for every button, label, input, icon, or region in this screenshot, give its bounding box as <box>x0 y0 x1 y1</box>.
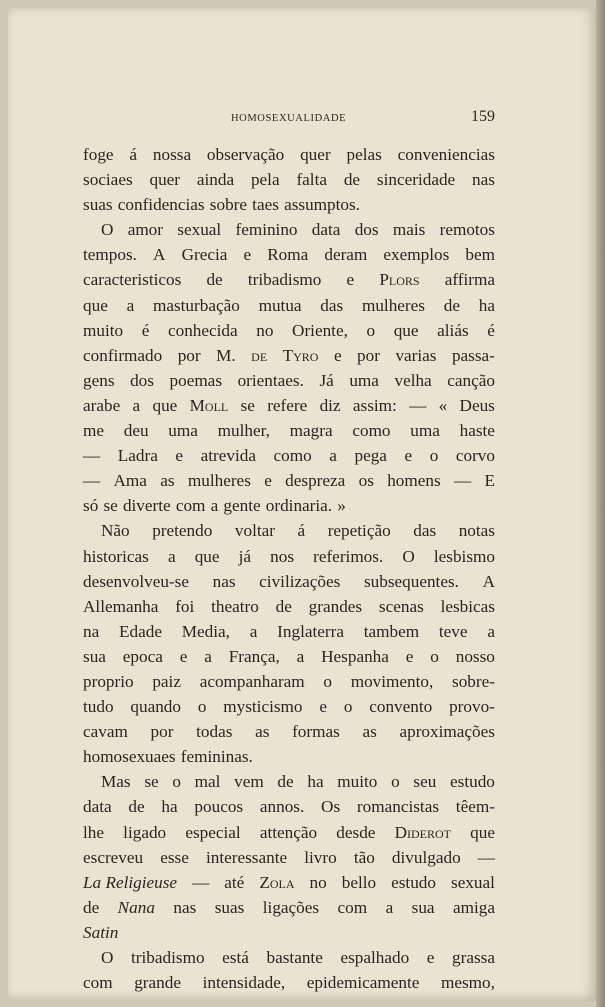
word: têem- <box>455 797 495 817</box>
text-line <box>83 192 495 217</box>
text-line <box>83 167 495 192</box>
word: por <box>150 722 174 742</box>
text-line <box>83 970 495 995</box>
word: as <box>362 722 377 742</box>
text-line <box>83 920 495 945</box>
word: estudo <box>391 872 436 892</box>
word: nas <box>173 897 197 917</box>
text-line <box>83 694 495 719</box>
word: e <box>175 446 184 466</box>
word: notas <box>458 521 495 541</box>
word: grandes <box>308 596 363 616</box>
text-line <box>83 870 495 895</box>
word: que <box>194 546 220 566</box>
word: A <box>153 245 166 265</box>
word: pela <box>250 170 280 190</box>
word: data <box>83 797 112 817</box>
word: pega <box>354 446 387 466</box>
word: Já <box>319 370 334 390</box>
word: atrevida <box>200 446 256 466</box>
word: observação <box>206 145 285 164</box>
word: o <box>429 446 439 466</box>
word: affirma <box>444 270 495 290</box>
word: O <box>402 546 415 566</box>
word: teve <box>438 621 468 641</box>
word: mulheres <box>187 471 251 491</box>
word: o <box>197 697 207 717</box>
word: sua <box>83 646 106 666</box>
word: as <box>255 722 270 742</box>
word: de <box>277 772 294 792</box>
word: sexual <box>177 220 222 240</box>
word: varias <box>395 345 437 365</box>
word: e <box>405 646 414 666</box>
word: a <box>385 897 394 917</box>
word: ordinaria. <box>265 496 333 516</box>
word: que <box>152 395 178 415</box>
word: feminino <box>235 220 298 240</box>
word: civilizações <box>259 571 341 591</box>
text-line <box>83 518 495 543</box>
word: escreveu <box>83 847 144 867</box>
word: foi <box>175 596 195 616</box>
word: tempos. <box>83 245 137 265</box>
word: e <box>333 345 342 365</box>
word: nossa <box>152 145 192 164</box>
word: caracteristicos <box>83 270 182 290</box>
word: no <box>256 320 274 340</box>
word: lhe <box>83 822 104 842</box>
word: muito <box>337 772 378 792</box>
word: mais <box>392 220 426 240</box>
word: muito <box>83 320 124 340</box>
word: e <box>404 446 413 466</box>
word: divulgado <box>391 847 461 867</box>
word: gens <box>83 370 115 390</box>
word: tão <box>353 847 375 867</box>
word: como <box>352 421 391 441</box>
text-line <box>83 217 495 242</box>
page-header <box>83 109 495 131</box>
word: só <box>83 496 99 516</box>
text-line <box>83 443 495 468</box>
word: refere <box>267 395 308 415</box>
word: arabe <box>83 395 121 415</box>
word: sua <box>411 897 435 917</box>
word: repetição <box>327 521 391 541</box>
word: proprio <box>83 671 134 691</box>
word: amiga <box>453 897 495 917</box>
word: « <box>438 395 448 415</box>
word: Nana <box>117 897 155 917</box>
word: nosso <box>455 646 495 666</box>
word: mulher, <box>217 421 270 441</box>
word: sexual <box>451 872 495 892</box>
word: romancistas <box>356 797 440 817</box>
word: Os <box>321 797 341 817</box>
word: de <box>83 897 100 917</box>
word: especial <box>185 822 241 842</box>
word: La Religieuse <box>83 872 178 892</box>
word: por <box>357 345 380 365</box>
word: uma <box>349 370 379 390</box>
word: até <box>224 872 245 892</box>
word: provo- <box>449 697 495 717</box>
word: falta <box>296 170 327 190</box>
word: nos <box>270 546 295 566</box>
text-line <box>83 142 495 167</box>
word: Ladra <box>117 446 158 466</box>
word: todas <box>196 722 233 742</box>
word: » <box>337 496 346 516</box>
word: de <box>343 170 361 190</box>
word: Roma <box>267 245 309 265</box>
word: Deus <box>459 395 495 415</box>
word: Grecia <box>181 245 228 265</box>
word: epoca <box>122 646 163 666</box>
word: mysticismo <box>223 697 303 717</box>
word: e <box>346 270 355 290</box>
word: assumptos. <box>284 195 360 215</box>
text-line <box>83 343 495 368</box>
page-number: 159 <box>471 108 495 125</box>
word: a <box>487 621 495 641</box>
word: — <box>453 471 472 491</box>
word: esse <box>160 847 189 867</box>
word: O <box>101 948 114 967</box>
word: e <box>179 646 188 666</box>
word: com <box>83 973 113 993</box>
word: amor <box>127 220 164 240</box>
text-line <box>83 845 495 870</box>
word: mutua <box>258 295 302 315</box>
word: lesbismo <box>433 546 495 566</box>
book-page <box>8 8 596 1001</box>
word: ligado <box>123 822 167 842</box>
word: dos <box>354 220 379 240</box>
word: — <box>409 395 427 415</box>
word: conveniencias <box>397 145 495 164</box>
word: diz <box>319 395 341 415</box>
word: França, <box>228 646 280 666</box>
word: sobre- <box>452 671 495 691</box>
word: á <box>297 521 306 541</box>
word: Plors <box>379 270 420 290</box>
word: Satin <box>83 922 119 942</box>
word: se <box>144 772 159 792</box>
word: epidemicamente <box>306 973 420 993</box>
word: suas <box>214 897 245 917</box>
page-edge-shadow <box>596 0 605 1007</box>
text-line <box>83 293 495 318</box>
word: lesbicas <box>440 596 495 616</box>
word: dos <box>130 370 154 390</box>
word: A <box>482 571 495 591</box>
text-line <box>83 719 495 744</box>
word: o <box>323 671 332 691</box>
word: quer <box>300 145 331 164</box>
word: mulheres <box>361 295 425 315</box>
word: Diderot <box>394 822 451 842</box>
word: paiz <box>152 671 181 691</box>
word: pretendo <box>152 521 213 541</box>
word: corvo <box>455 446 495 466</box>
word: por <box>177 345 201 365</box>
word: haste <box>459 421 495 441</box>
word: homosexuaes <box>83 747 176 767</box>
word: o <box>172 772 181 792</box>
text-line <box>83 318 495 343</box>
word: sobre <box>209 195 248 215</box>
word: historicas <box>83 546 149 566</box>
text-line <box>83 794 495 819</box>
word: e <box>426 948 435 967</box>
word: O <box>101 220 114 240</box>
word: annos. <box>259 797 305 817</box>
word: a <box>167 546 176 566</box>
text-line <box>83 267 495 292</box>
word: — <box>83 446 101 466</box>
word: a <box>210 496 219 516</box>
word: está <box>222 948 249 967</box>
text-line <box>83 418 495 443</box>
text-line <box>83 569 495 594</box>
text-line <box>83 544 495 569</box>
text-line <box>83 619 495 644</box>
word: nas <box>212 571 236 591</box>
running-title: HOMOSEXUALIDADE <box>231 113 347 124</box>
word: e <box>243 245 252 265</box>
text-line <box>83 744 495 769</box>
word: movimento, <box>350 671 434 691</box>
word: passa- <box>451 345 495 365</box>
word: confirmado <box>83 345 163 365</box>
word: na <box>83 621 100 641</box>
word: estudo <box>450 772 495 792</box>
word: ha <box>161 797 178 817</box>
text-line <box>83 945 495 970</box>
word: bello <box>341 872 377 892</box>
word: que <box>393 320 419 340</box>
word: E <box>484 471 495 491</box>
word: de <box>128 797 145 817</box>
word: o <box>430 646 439 666</box>
word: Oriente, <box>292 320 348 340</box>
word: acompanharam <box>199 671 305 691</box>
word: — <box>83 471 101 491</box>
word: desde <box>336 822 376 842</box>
word: suas <box>83 195 113 215</box>
word: a <box>249 621 258 641</box>
word: e <box>319 697 327 717</box>
word: seu <box>413 772 437 792</box>
word: uma <box>168 421 198 441</box>
word: ha <box>478 295 495 315</box>
word: que <box>470 822 495 842</box>
word: desenvolveu-se <box>83 571 189 591</box>
word: das <box>413 521 437 541</box>
word: mesmo, <box>441 973 495 993</box>
word: uma <box>410 421 440 441</box>
word: canção <box>447 370 495 390</box>
word: grassa <box>452 948 495 967</box>
word: theatro <box>211 596 259 616</box>
word: velha <box>394 370 432 390</box>
word: de <box>251 345 268 365</box>
word: Edade <box>119 621 162 641</box>
text-line <box>83 468 495 493</box>
word: se <box>240 395 255 415</box>
text-line <box>83 393 495 418</box>
word: grande <box>134 973 181 993</box>
word: homens <box>387 471 441 491</box>
word: as <box>160 471 175 491</box>
word: Inglaterra <box>277 621 344 641</box>
text-line <box>83 594 495 619</box>
body-text <box>83 142 495 995</box>
word: livro <box>304 847 337 867</box>
text-line <box>83 820 495 845</box>
word: no <box>309 872 327 892</box>
word: quando <box>130 697 181 717</box>
word: assim: <box>352 395 397 415</box>
word: bem <box>465 245 495 265</box>
word: de <box>443 295 460 315</box>
word: intensidade, <box>202 973 286 993</box>
word: ha <box>307 772 324 792</box>
word: é <box>487 320 495 340</box>
word: orientaes. <box>237 370 304 390</box>
word: Hespanha <box>321 646 389 666</box>
word: vem <box>234 772 264 792</box>
word: com <box>337 897 368 917</box>
word: tribadismo <box>247 270 322 290</box>
word: Zola <box>259 872 295 892</box>
word: nas <box>472 170 495 190</box>
word: o <box>391 772 400 792</box>
text-line <box>83 493 495 518</box>
word: como <box>273 446 312 466</box>
text-line <box>83 644 495 669</box>
text-line <box>83 242 495 267</box>
word: interessante <box>205 847 288 867</box>
text-line <box>83 769 495 794</box>
word: magra <box>289 421 333 441</box>
word: Media, <box>181 621 230 641</box>
word: já <box>238 546 252 566</box>
word: Ama <box>113 471 147 491</box>
word: tribadismo <box>131 948 205 967</box>
word: aproximações <box>399 722 495 742</box>
word: á <box>129 145 138 164</box>
word: foge <box>83 145 114 164</box>
word: confidencias <box>117 195 205 215</box>
word: se <box>103 496 118 516</box>
word: scenas <box>378 596 424 616</box>
word: ligações <box>262 897 320 917</box>
word: Moll <box>189 395 229 415</box>
word: de <box>275 596 292 616</box>
word: despreza <box>285 471 346 491</box>
word: espalhado <box>340 948 410 967</box>
word: a <box>329 446 337 466</box>
word: poucos <box>194 797 244 817</box>
word: pelas <box>346 145 382 164</box>
word: conhecida <box>167 320 238 340</box>
word: femininas. <box>180 747 253 767</box>
word: que <box>83 295 108 315</box>
word: gente <box>223 496 261 516</box>
word: attenção <box>259 822 318 842</box>
word: Allemanha <box>83 596 159 616</box>
word: cavam <box>83 722 128 742</box>
word: me <box>83 421 104 441</box>
text-line <box>83 895 495 920</box>
word: Mas <box>101 772 131 792</box>
word: sinceridade <box>376 170 456 190</box>
word: poemas <box>169 370 223 390</box>
word: Tyro <box>282 345 319 365</box>
word: tambem <box>363 621 420 641</box>
word: voltar <box>234 521 275 541</box>
word: aliás <box>437 320 469 340</box>
word: quer <box>149 170 181 190</box>
word: a <box>204 646 212 666</box>
word: formas <box>292 722 340 742</box>
word: — <box>192 872 210 892</box>
word: a <box>296 646 305 666</box>
word: o <box>366 320 376 340</box>
word: deu <box>123 421 149 441</box>
word: de <box>206 270 223 290</box>
word: data <box>311 220 341 240</box>
word: exemplos <box>383 245 450 265</box>
word: remotos <box>439 220 495 240</box>
text-line <box>83 368 495 393</box>
word: convento <box>369 697 433 717</box>
word: das <box>320 295 344 315</box>
word: referimos. <box>313 546 384 566</box>
word: subsequentes. <box>363 571 459 591</box>
text-line <box>83 669 495 694</box>
word: com <box>175 496 206 516</box>
word: os <box>358 471 374 491</box>
word: M. <box>216 345 236 365</box>
word: Não <box>101 521 130 541</box>
word: ainda <box>196 170 235 190</box>
word: mal <box>194 772 221 792</box>
word: a <box>126 295 135 315</box>
word: o <box>343 697 353 717</box>
word: a <box>132 395 141 415</box>
word: é <box>141 320 150 340</box>
word: e <box>264 471 272 491</box>
word: taes <box>252 195 279 215</box>
word: — <box>477 847 495 867</box>
word: diverte <box>122 496 171 516</box>
word: bastante <box>266 948 323 967</box>
word: deram <box>324 245 368 265</box>
word: tudo <box>83 697 114 717</box>
word: sociaes <box>83 170 133 190</box>
word: masturbação <box>152 295 240 315</box>
